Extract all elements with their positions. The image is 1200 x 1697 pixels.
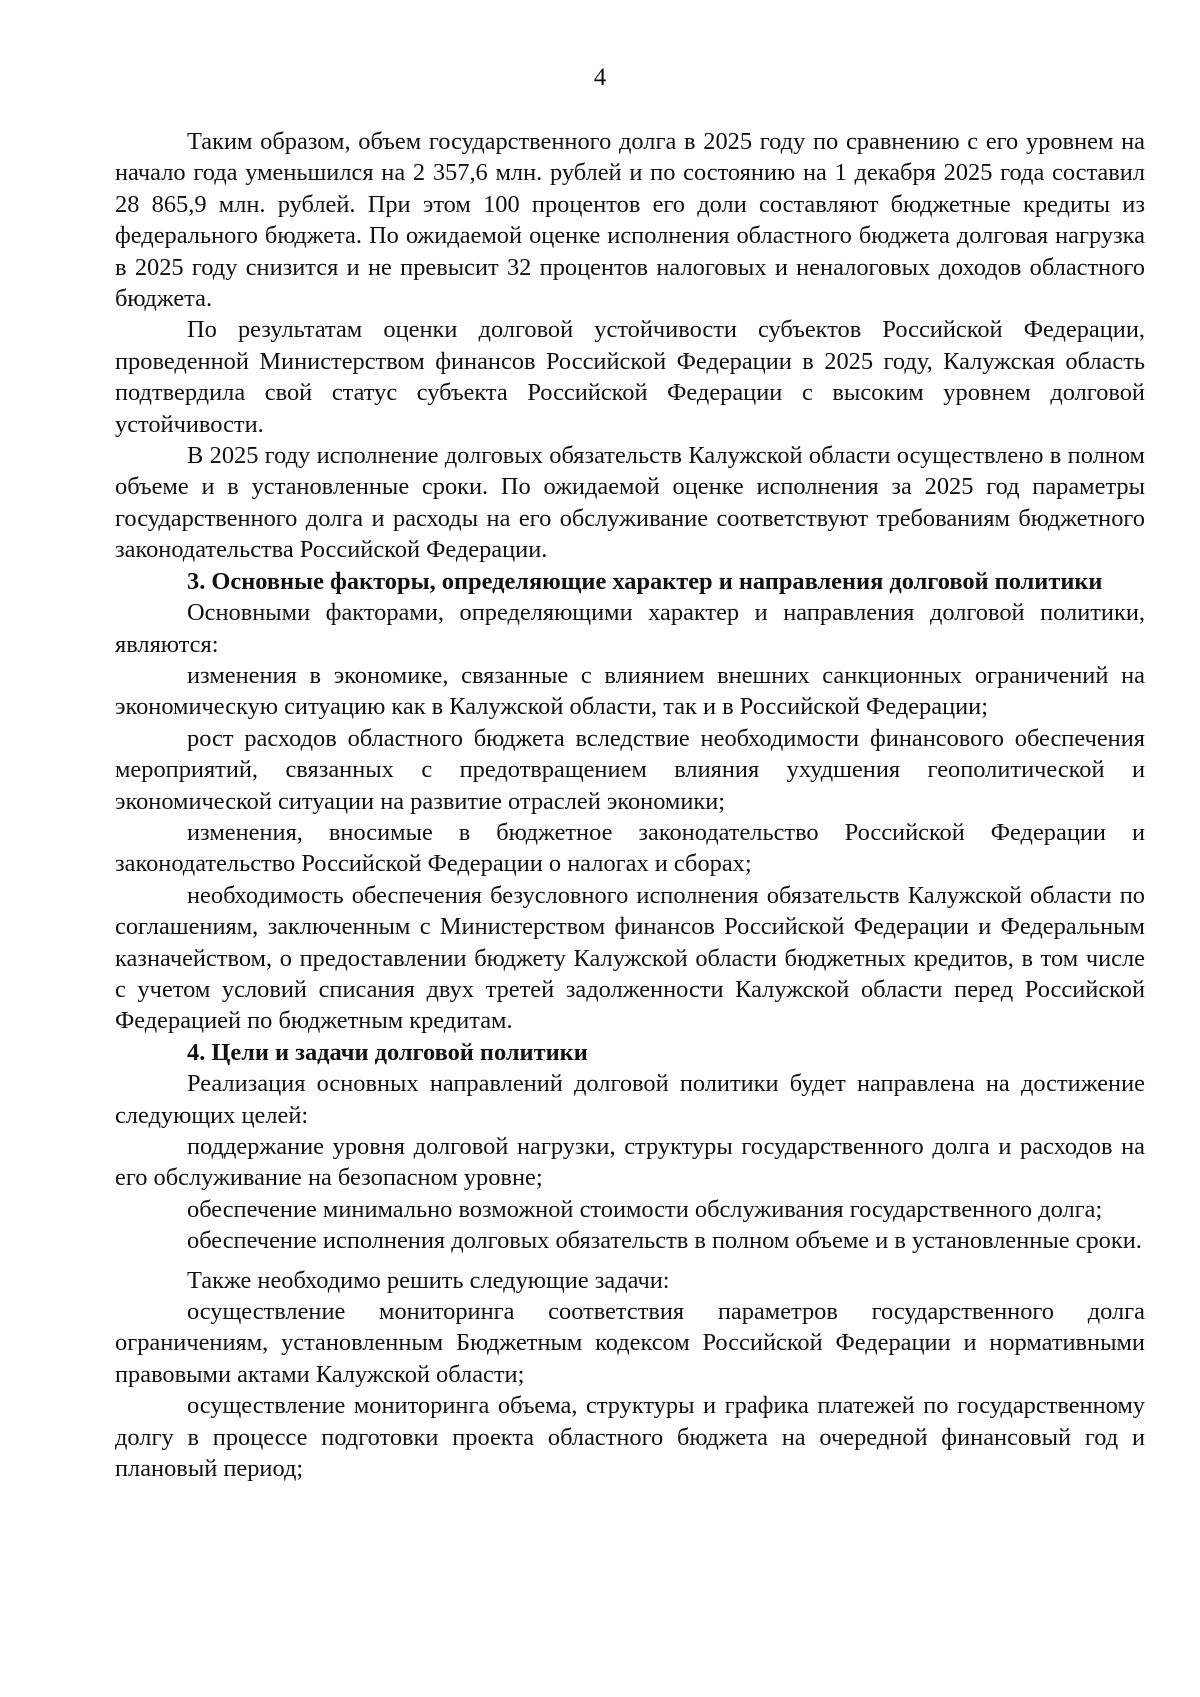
goal-item: обеспечение исполнения долговых обязательств в полном объеме и в установленные сроки. bbox=[187, 1227, 1142, 1255]
list-item: изменения, вносимые в бюджетное законодательство Российской Федерации и законодательство Российской Федерации о налогах и сборах; bbox=[115, 818, 1145, 878]
list-item: изменения в экономике, связанные с влиянием внешних санкционных ограничений на экономическую ситуацию как в Калужской области, так и в Российской Федерации; bbox=[115, 661, 1145, 721]
section-heading-3: 3. Основные факторы, определяющие характер и направления долговой политики bbox=[187, 567, 1103, 595]
section-heading-4: 4. Цели и задачи долговой политики bbox=[187, 1038, 588, 1066]
document-body bbox=[115, 126, 1145, 1484]
section-intro: Реализация основных направлений долговой политики будет направлена на достижение следующих целей: bbox=[115, 1070, 1145, 1129]
goal-item: обеспечение минимально возможной стоимости обслуживания государственного долга; bbox=[187, 1195, 1103, 1223]
paragraph: В 2025 году исполнение долговых обязательств Калужской области осуществлено в полном объеме и в установленные сроки. По ожидаемой оценке исполнения за 2025 год параметры государственного долга и расходы на его обслуживание соответствуют требованиям бюджетного законодательства Российской Федерации. bbox=[115, 442, 1145, 564]
list-item: необходимость обеспечения безусловного исполнения обязательств Калужской области по соглашениям, заключенным с Министерством финансов Российской Федерации и Федеральным казначейством, о предоставлении бюджету Калужской области бюджетных кредитов, в том числе с учетом условий списания двух третей задолженности Калужской области перед Российской Федерацией по бюджетным кредитам. bbox=[115, 881, 1145, 1035]
page-number: 4 bbox=[593, 64, 607, 91]
tasks-intro: Также необходимо решить следующие задачи: bbox=[187, 1266, 670, 1294]
paragraph: Таким образом, объем государственного долга в 2025 году по сравнению с его уровнем на начало года уменьшился на 2 357,6 млн. рублей и по состоянию на 1 декабря 2025 года составил 28 865,9 млн. рублей. При этом 100 процентов его доли составляют бюджетные кредиты из федерального бюджета. По ожидаемой оценке исполнения областного бюджета долговая нагрузка в 2025 году снизится и не превысит 32 процентов налоговых и неналоговых доходов областного бюджета. bbox=[115, 128, 1145, 313]
task-item: осуществление мониторинга объема, структуры и графика платежей по государственному долгу в процессе подготовки проекта областного бюджета на очередной финансовый год и плановый период; bbox=[115, 1392, 1145, 1483]
section-intro: Основными факторами, определяющими характер и направления долговой политики, являются: bbox=[115, 599, 1145, 658]
goal-item: поддержание уровня долговой нагрузки, структуры государственного долга и расходов на его обслуживание на безопасном уровне; bbox=[115, 1133, 1145, 1192]
list-item: рост расходов областного бюджета вследствие необходимости финансового обеспечения мероприятий, связанных с предотвращением влияния ухудшения геополитической и экономической ситуации на развитие отраслей экономики; bbox=[115, 724, 1145, 815]
task-item: осуществление мониторинга соответствия параметров государственного долга ограничениям, установленным Бюджетным кодексом Российской Федерации и нормативными правовыми актами Калужской области; bbox=[115, 1298, 1145, 1388]
spacer bbox=[115, 1257, 1145, 1265]
paragraph: По результатам оценки долговой устойчивости субъектов Российской Федерации, проведенной Министерством финансов Российской Федерации в 2025 году, Калужская область подтвердила свой статус субъекта Российской Федерации с высоким уровнем долговой устойчивости. bbox=[115, 316, 1145, 438]
